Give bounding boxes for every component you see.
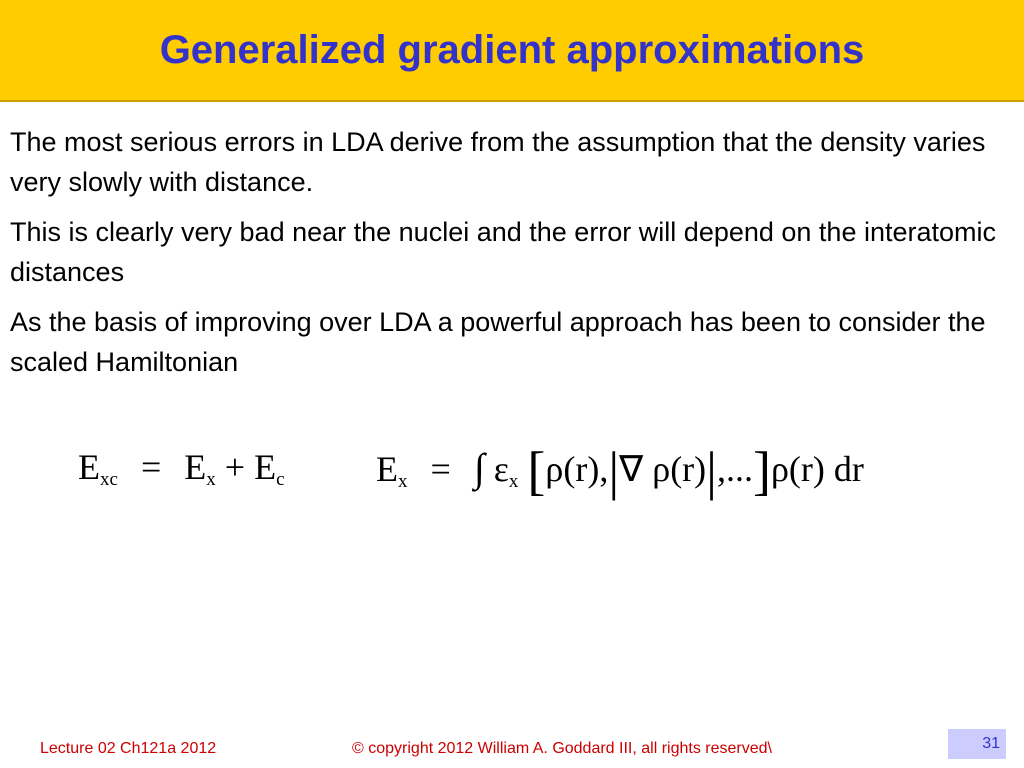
equation-exchange-integral (376, 440, 864, 502)
eq2-abs-bar-left: | (608, 441, 620, 501)
eq2-lhs-sub: x (398, 471, 408, 492)
eq2-abs-bar-right: | (706, 441, 717, 501)
eq1-lhs-sub: xc (100, 469, 118, 490)
paragraph-1: The most serious errors in LDA derive from the assumption that the density varies very slowly with distance. (10, 127, 986, 197)
eq2-epsilon-sub: x (508, 471, 519, 492)
eq2-tail: ρ(r) dr (770, 449, 864, 489)
eq2-arg1: ρ(r), (545, 449, 609, 489)
eq1-term2: E (254, 447, 277, 487)
eq2-equals: = (430, 449, 451, 489)
eq2-left-bracket: [ (527, 441, 546, 501)
paragraph-2: This is clearly very bad near the nuclei and the error will depend on the interatomic distances (10, 217, 997, 287)
slide-body (10, 122, 1015, 392)
eq1-lhs: E (78, 447, 100, 487)
slide-title: Generalized gradient approximations (159, 27, 865, 72)
eq2-lhs: E (376, 449, 398, 489)
eq1-term1: E (184, 447, 207, 487)
eq1-term1-sub: x (206, 469, 216, 490)
footer-lecture: Lecture 02 Ch121a 2012 (40, 740, 217, 757)
integral-symbol: ∫ (473, 445, 485, 490)
eq1-term2-sub: c (276, 469, 285, 490)
eq1-equals: = (140, 447, 162, 487)
eq2-arg3: ,... (716, 449, 753, 489)
eq2-right-bracket: ] (752, 441, 771, 501)
eq2-arg2: ∇ ρ(r) (619, 449, 707, 489)
eq1-plus: + (224, 447, 246, 487)
page-number: 31 (948, 729, 1006, 759)
footer-copyright: © copyright 2012 William A. Goddard III, all rights reserved\ (352, 740, 772, 757)
title-bar (0, 0, 1024, 102)
equation-exchange-correlation-sum (78, 446, 285, 491)
paragraph-3: As the basis of improving over LDA a powerful approach has been to consider the scaled Hamiltonian (10, 307, 986, 377)
eq2-epsilon: ε (493, 449, 509, 489)
